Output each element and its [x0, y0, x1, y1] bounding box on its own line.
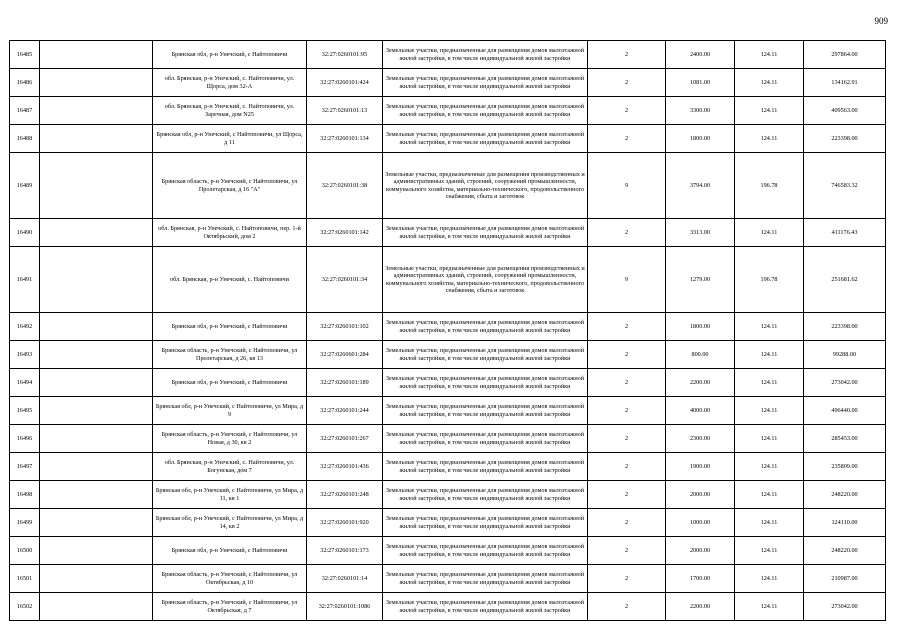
address-cell: обл. Брянская, р-н Унечский, с. Найтоповичи	[153, 247, 307, 313]
area-cell: 800.00	[666, 341, 735, 369]
table-row	[10, 313, 886, 341]
group-number-cell: 2	[588, 565, 666, 593]
table-row	[10, 69, 886, 97]
specific-value-cell: 124.11	[735, 593, 804, 621]
area-cell: 2400.00	[666, 41, 735, 69]
cadastral-number-cell: 32:27:0260101:424	[307, 69, 383, 97]
land-use-cell: Земельные участки, предназначенные для размещения производственных и административных зданий, строений, сооружений промышленности, коммунального хозяйства, материально-технического, продовольственного снабжения, сбыта и заготовок	[383, 153, 588, 219]
cadastral-value-cell: 99288.00	[804, 341, 886, 369]
table-row	[10, 481, 886, 509]
table-row	[10, 41, 886, 69]
land-use-cell: Земельные участки, предназначенные для размещения домов малоэтажной жилой застройки, в том числе индивидуальной жилой застройки	[383, 41, 588, 69]
page-number: 909	[874, 16, 888, 26]
area-cell: 3300.00	[666, 97, 735, 125]
specific-value-cell: 124.11	[735, 97, 804, 125]
table-row	[10, 153, 886, 219]
address-cell: Брянская обл, р-н Унечский, с Найтоповичи, ул Щорса, д 11	[153, 125, 307, 153]
specific-value-cell: 124.11	[735, 219, 804, 247]
address-cell: Брянская область, р-н Унечский, с Найтоповичи, ул Пролетарская, д 26, кв 13	[153, 341, 307, 369]
group-number-cell: 2	[588, 69, 666, 97]
area-cell: 1900.00	[666, 453, 735, 481]
cadastral-value-cell: 210987.00	[804, 565, 886, 593]
address-cell: Брянская обл, р-н Унечский, с Найтоповичи	[153, 313, 307, 341]
land-use-cell: Земельные участки, предназначенные для размещения домов малоэтажной жилой застройки, в том числе индивидуальной жилой застройки	[383, 537, 588, 565]
land-use-cell: Земельные участки, предназначенные для размещения домов малоэтажной жилой застройки, в том числе индивидуальной жилой застройки	[383, 369, 588, 397]
cadastral-value-cell: 285453.00	[804, 425, 886, 453]
address-cell: Брянская обл, р-н Унечский, с Найтоповичи, ул Мира, д 14, кв 2	[153, 509, 307, 537]
cadastral-number-cell: 32:27:0260101:244	[307, 397, 383, 425]
cadastral-value-cell: 409563.00	[804, 97, 886, 125]
address-cell: обл. Брянская, р-н Унечский, с. Найтоповичи, ул. Богунская, дом 7	[153, 453, 307, 481]
table-row	[10, 341, 886, 369]
record-number: 16496	[10, 425, 40, 453]
cadastral-value-cell: 746583.32	[804, 153, 886, 219]
cadastral-value-cell: 248220.00	[804, 537, 886, 565]
address-cell: Брянская область, р-н Унечский, с Найтоповичи, ул Пролетарская, д 16 "А"	[153, 153, 307, 219]
address-cell: обл. Брянская, р-н Унечский, с. Найтоповичи, ул. Заречная, дом N25	[153, 97, 307, 125]
record-number: 16498	[10, 481, 40, 509]
group-number-cell: 2	[588, 219, 666, 247]
specific-value-cell: 124.11	[735, 425, 804, 453]
empty-cell	[40, 481, 153, 509]
group-number-cell: 9	[588, 153, 666, 219]
table-row	[10, 565, 886, 593]
cadastral-value-cell: 124110.00	[804, 509, 886, 537]
group-number-cell: 2	[588, 537, 666, 565]
empty-cell	[40, 153, 153, 219]
cadastral-value-cell: 411176.43	[804, 219, 886, 247]
area-cell: 4000.00	[666, 397, 735, 425]
empty-cell	[40, 509, 153, 537]
cadastral-number-cell: 32:27:0260101:189	[307, 369, 383, 397]
cadastral-number-cell: 32:27:0260101:38	[307, 153, 383, 219]
record-number: 16497	[10, 453, 40, 481]
cadastral-number-cell: 32:27:0260601:284	[307, 341, 383, 369]
cadastral-value-cell: 134162.91	[804, 69, 886, 97]
table-row	[10, 425, 886, 453]
land-use-cell: Земельные участки, предназначенные для размещения домов малоэтажной жилой застройки, в том числе индивидуальной жилой застройки	[383, 453, 588, 481]
group-number-cell: 2	[588, 593, 666, 621]
group-number-cell: 2	[588, 341, 666, 369]
land-use-cell: Земельные участки, предназначенные для размещения домов малоэтажной жилой застройки, в том числе индивидуальной жилой застройки	[383, 481, 588, 509]
record-number: 16485	[10, 41, 40, 69]
group-number-cell: 2	[588, 425, 666, 453]
cadastral-number-cell: 32:27:0260101:95	[307, 41, 383, 69]
table-row	[10, 593, 886, 621]
specific-value-cell: 124.11	[735, 313, 804, 341]
table-row	[10, 537, 886, 565]
specific-value-cell: 124.11	[735, 509, 804, 537]
area-cell: 1081.00	[666, 69, 735, 97]
empty-cell	[40, 219, 153, 247]
land-use-cell: Земельные участки, предназначенные для размещения домов малоэтажной жилой застройки, в том числе индивидуальной жилой застройки	[383, 593, 588, 621]
land-use-cell: Земельные участки, предназначенные для размещения домов малоэтажной жилой застройки, в том числе индивидуальной жилой застройки	[383, 341, 588, 369]
empty-cell	[40, 341, 153, 369]
specific-value-cell: 124.11	[735, 565, 804, 593]
land-use-cell: Земельные участки, предназначенные для размещения домов малоэтажной жилой застройки, в том числе индивидуальной жилой застройки	[383, 509, 588, 537]
record-number: 16495	[10, 397, 40, 425]
table-row	[10, 369, 886, 397]
land-use-cell: Земельные участки, предназначенные для размещения производственных и административных зданий, строений, сооружений промышленности, коммунального хозяйства, материально-технического, продовольственного снабжения, сбыта и заготовок	[383, 247, 588, 313]
cadastral-number-cell: 32:27:0260101:134	[307, 125, 383, 153]
address-cell: Брянская область, р-н Унечский, с Найтоповичи, ул Новая, д 30, кв 2	[153, 425, 307, 453]
empty-cell	[40, 565, 153, 593]
empty-cell	[40, 97, 153, 125]
record-number: 16489	[10, 153, 40, 219]
area-cell: 3794.00	[666, 153, 735, 219]
specific-value-cell: 124.11	[735, 369, 804, 397]
record-number: 16491	[10, 247, 40, 313]
cadastral-number-cell: 32:27:0260101:1086	[307, 593, 383, 621]
record-number: 16486	[10, 69, 40, 97]
land-use-cell: Земельные участки, предназначенные для размещения домов малоэтажной жилой застройки, в том числе индивидуальной жилой застройки	[383, 425, 588, 453]
group-number-cell: 2	[588, 125, 666, 153]
table-row	[10, 247, 886, 313]
table-row	[10, 219, 886, 247]
specific-value-cell: 124.11	[735, 453, 804, 481]
empty-cell	[40, 453, 153, 481]
empty-cell	[40, 41, 153, 69]
specific-value-cell: 196.78	[735, 247, 804, 313]
empty-cell	[40, 537, 153, 565]
address-cell: Брянская обл, р-н Унечский, с Найтоповичи, ул Мира, д 11, кв 1	[153, 481, 307, 509]
cadastral-number-cell: 32:27:0260101:142	[307, 219, 383, 247]
cadastral-value-cell: 496440.00	[804, 397, 886, 425]
specific-value-cell: 196.78	[735, 153, 804, 219]
record-number: 16499	[10, 509, 40, 537]
record-number: 16494	[10, 369, 40, 397]
address-cell: Брянская область, р-н Унечский, с Найтоповичи, ул Октябрьская, д 10	[153, 565, 307, 593]
address-cell: обл. Брянская, р-н Унечский, с. Найтоповичи, пер. 1-й Октябрьский, дом 2	[153, 219, 307, 247]
empty-cell	[40, 369, 153, 397]
empty-cell	[40, 397, 153, 425]
address-cell: обл. Брянская, р-н Унечский, с. Найтоповичи, ул. Щорса, дом 32-А	[153, 69, 307, 97]
land-use-cell: Земельные участки, предназначенные для размещения домов малоэтажной жилой застройки, в том числе индивидуальной жилой застройки	[383, 313, 588, 341]
record-number: 16490	[10, 219, 40, 247]
land-use-cell: Земельные участки, предназначенные для размещения домов малоэтажной жилой застройки, в том числе индивидуальной жилой застройки	[383, 397, 588, 425]
group-number-cell: 9	[588, 247, 666, 313]
specific-value-cell: 124.11	[735, 397, 804, 425]
land-use-cell: Земельные участки, предназначенные для размещения домов малоэтажной жилой застройки, в том числе индивидуальной жилой застройки	[383, 565, 588, 593]
land-use-cell: Земельные участки, предназначенные для размещения домов малоэтажной жилой застройки, в том числе индивидуальной жилой застройки	[383, 69, 588, 97]
specific-value-cell: 124.11	[735, 41, 804, 69]
cadastral-value-cell: 273042.00	[804, 369, 886, 397]
empty-cell	[40, 247, 153, 313]
specific-value-cell: 124.11	[735, 537, 804, 565]
area-cell: 2200.00	[666, 593, 735, 621]
address-cell: Брянская обл, р-н Унечский, с Найтоповичи	[153, 537, 307, 565]
group-number-cell: 2	[588, 97, 666, 125]
group-number-cell: 2	[588, 369, 666, 397]
cadastral-number-cell: 32:27:0260101:13	[307, 97, 383, 125]
address-cell: Брянская обл, р-н Унечский, с Найтоповичи	[153, 369, 307, 397]
area-cell: 1800.00	[666, 313, 735, 341]
cadastral-value-table	[9, 40, 886, 621]
cadastral-number-cell: 32:27:0260101:102	[307, 313, 383, 341]
address-cell: Брянская область, р-н Унечский, с Найтоповичи, ул Октябрьская, д 7	[153, 593, 307, 621]
cadastral-value-cell: 223398.00	[804, 125, 886, 153]
cadastral-number-cell: 32:27:0260101:248	[307, 481, 383, 509]
address-cell: Брянская обл, р-н Унечский, с Найтоповичи, ул Мира, д 9	[153, 397, 307, 425]
cadastral-number-cell: 32:27:0260101:173	[307, 537, 383, 565]
area-cell: 2000.00	[666, 481, 735, 509]
group-number-cell: 2	[588, 313, 666, 341]
table-row	[10, 509, 886, 537]
record-number: 16500	[10, 537, 40, 565]
cadastral-value-cell: 273042.00	[804, 593, 886, 621]
specific-value-cell: 124.11	[735, 69, 804, 97]
record-number: 16501	[10, 565, 40, 593]
area-cell: 1800.00	[666, 125, 735, 153]
cadastral-value-cell: 235809.00	[804, 453, 886, 481]
empty-cell	[40, 593, 153, 621]
group-number-cell: 2	[588, 453, 666, 481]
cadastral-number-cell: 32:27:0260101:34	[307, 247, 383, 313]
record-number: 16488	[10, 125, 40, 153]
area-cell: 2300.00	[666, 425, 735, 453]
group-number-cell: 2	[588, 481, 666, 509]
record-number: 16492	[10, 313, 40, 341]
cadastral-value-cell: 223398.00	[804, 313, 886, 341]
specific-value-cell: 124.11	[735, 481, 804, 509]
cadastral-number-cell: 32:27:0260101:436	[307, 453, 383, 481]
cadastral-number-cell: 32:27:0260101:267	[307, 425, 383, 453]
cadastral-number-cell: 32:27:0260101:920	[307, 509, 383, 537]
area-cell: 2000.00	[666, 537, 735, 565]
specific-value-cell: 124.11	[735, 125, 804, 153]
land-use-cell: Земельные участки, предназначенные для размещения домов малоэтажной жилой застройки, в том числе индивидуальной жилой застройки	[383, 125, 588, 153]
cadastral-number-cell: 32:27:0260101:14	[307, 565, 383, 593]
area-cell: 1700.00	[666, 565, 735, 593]
record-number: 16493	[10, 341, 40, 369]
land-use-cell: Земельные участки, предназначенные для размещения домов малоэтажной жилой застройки, в том числе индивидуальной жилой застройки	[383, 97, 588, 125]
cadastral-value-cell: 248220.00	[804, 481, 886, 509]
group-number-cell: 2	[588, 397, 666, 425]
empty-cell	[40, 313, 153, 341]
address-cell: Брянская обл, р-н Унечский, с Найтоповичи	[153, 41, 307, 69]
empty-cell	[40, 69, 153, 97]
cadastral-value-cell: 297864.00	[804, 41, 886, 69]
group-number-cell: 2	[588, 509, 666, 537]
record-number: 16502	[10, 593, 40, 621]
record-number: 16487	[10, 97, 40, 125]
table-row	[10, 397, 886, 425]
cadastral-value-cell: 251681.62	[804, 247, 886, 313]
table-row	[10, 125, 886, 153]
group-number-cell: 2	[588, 41, 666, 69]
area-cell: 2200.00	[666, 369, 735, 397]
table-row	[10, 97, 886, 125]
area-cell: 1279.00	[666, 247, 735, 313]
specific-value-cell: 124.11	[735, 341, 804, 369]
table-row	[10, 453, 886, 481]
empty-cell	[40, 125, 153, 153]
area-cell: 3313.00	[666, 219, 735, 247]
area-cell: 1000.00	[666, 509, 735, 537]
empty-cell	[40, 425, 153, 453]
land-use-cell: Земельные участки, предназначенные для размещения домов малоэтажной жилой застройки, в том числе индивидуальной жилой застройки	[383, 219, 588, 247]
